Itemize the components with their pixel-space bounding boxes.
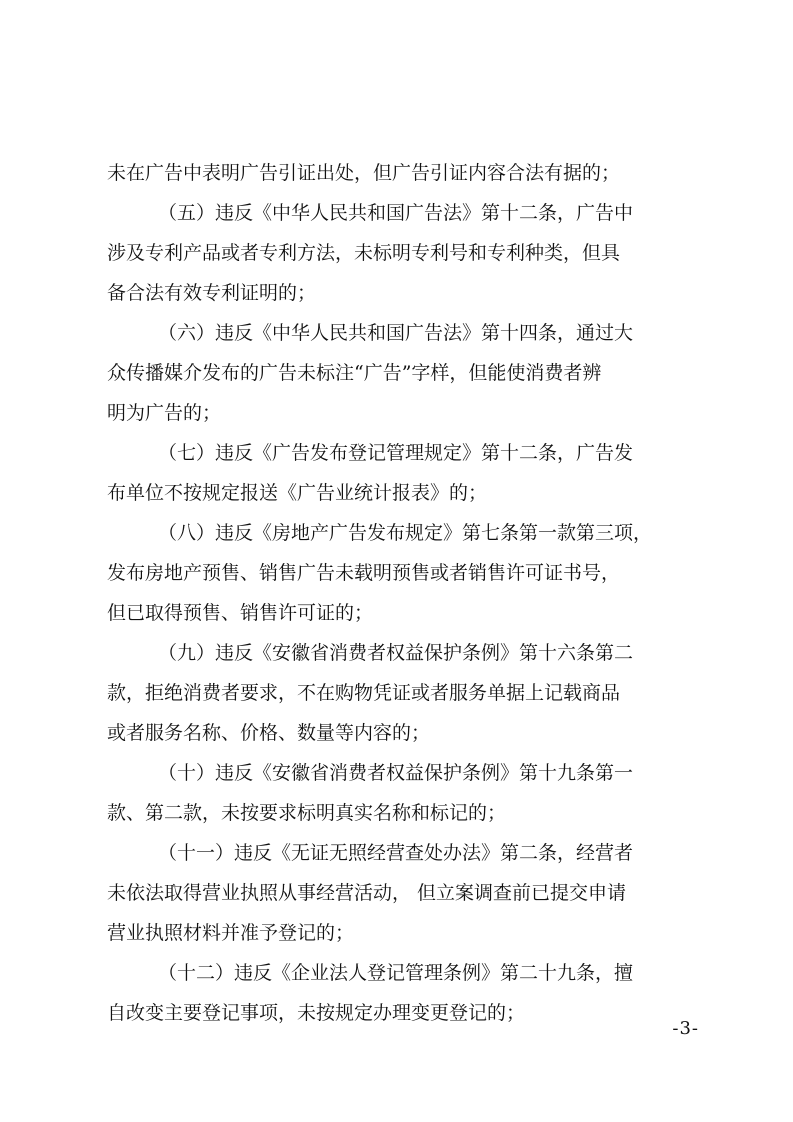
paragraph-item-7	[107, 433, 696, 513]
text-line: 明为广告的；	[107, 402, 222, 424]
text-line: 款、第二款，未按要求标明真实名称和标记的；	[107, 802, 507, 824]
paragraph-item-5	[107, 193, 696, 313]
text-line: （十一）违反《无证无照经营查处办法》第二条，经营者	[158, 842, 634, 864]
text-line: 款，拒绝消费者要求，不在购物凭证或者服务单据上记载商品	[107, 682, 621, 704]
text-line: （五）违反《中华人民共和国广告法》第十二条，广告中	[158, 202, 634, 224]
document-body	[107, 153, 696, 1033]
text-line: （十）违反《安徽省消费者权益保护条例》第十九条第一	[158, 762, 634, 784]
text-line: 发布房地产预售、销售广告未载明预售或者销售许可证书号，	[107, 562, 621, 584]
paragraph-item-12	[107, 953, 696, 1033]
page-number: -3-	[672, 1018, 699, 1039]
text-line: （七）违反《广告发布登记管理规定》第十二条，广告发	[158, 442, 634, 464]
paragraph-continuation	[107, 153, 696, 193]
text-line: （六）违反《中华人民共和国广告法》第十四条，通过大	[158, 322, 634, 344]
paragraph-item-8	[107, 513, 696, 633]
text-line: 备合法有效专利证明的；	[107, 282, 317, 304]
text-line: 未在广告中表明广告引证出处，但广告引证内容合法有据的；	[107, 162, 621, 184]
text-line: 自改变主要登记事项，未按规定办理变更登记的；	[107, 1002, 526, 1024]
paragraph-item-10	[107, 753, 696, 833]
text-line: 营业执照材料并准予登记的；	[107, 922, 355, 944]
paragraph-item-9	[107, 633, 696, 753]
text-line: （九）违反《安徽省消费者权益保护条例》第十六条第二	[158, 642, 634, 664]
text-line: 未依法取得营业执照从事经营活动， 但立案调查前已提交申请	[107, 882, 627, 904]
text-line: 或者服务名称、价格、数量等内容的；	[107, 722, 431, 744]
paragraph-item-6	[107, 313, 696, 433]
text-line: 布单位不按规定报送《广告业统计报表》的；	[107, 482, 488, 504]
text-line: 但已取得预售、销售许可证的；	[107, 602, 374, 624]
text-line: （八）违反《房地产广告发布规定》第七条第一款第三项，	[158, 522, 653, 544]
text-line: 众传播媒介发布的广告未标注“广告”字样，但能使消费者辨	[107, 362, 602, 384]
paragraph-item-11	[107, 833, 696, 953]
text-line: （十二）违反《企业法人登记管理条例》第二十九条，擅	[158, 962, 634, 984]
text-line: 涉及专利产品或者专利方法，未标明专利号和专利种类，但具	[107, 242, 621, 264]
